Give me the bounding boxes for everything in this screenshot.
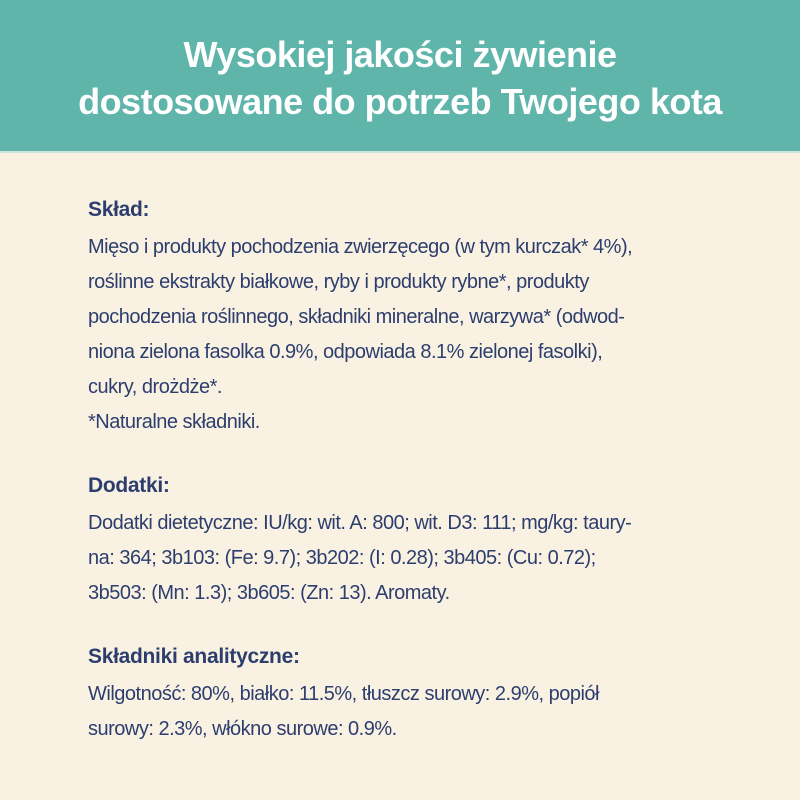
section-text-line: roślinne ekstrakty białkowe, ryby i produkty rybne*, produkty bbox=[88, 271, 589, 293]
page-title-line-2: dostosowane do potrzeb Twojego kota bbox=[78, 80, 722, 122]
section-text-line: *Naturalne składniki. bbox=[88, 411, 260, 433]
section-text-line: 3b503: (Mn: 1.3); 3b605: (Zn: 13). Aromaty. bbox=[88, 582, 450, 604]
section-heading: Dodatki: bbox=[88, 474, 170, 497]
page-title-line-1: Wysokiej jakości żywienie bbox=[183, 33, 617, 75]
sections bbox=[88, 197, 760, 747]
header-banner bbox=[0, 0, 800, 153]
section-text-line: na: 364; 3b103: (Fe: 9.7); 3b202: (I: 0.28); 3b405: (Cu: 0.72); bbox=[88, 547, 596, 569]
section-text-line: cukry, drożdże*. bbox=[88, 376, 222, 398]
section bbox=[88, 644, 760, 747]
section-text-line: pochodzenia roślinnego, składniki mineralne, warzywa* (odwod- bbox=[88, 306, 625, 328]
section-text-line: Dodatki dietetyczne: IU/kg: wit. A: 800; wit. D3: 111; mg/kg: taury- bbox=[88, 512, 632, 534]
section bbox=[88, 473, 760, 611]
section-heading: Składniki analityczne: bbox=[88, 645, 300, 668]
section-text-line: Mięso i produkty pochodzenia zwierzęcego (w tym kurczak* 4%), bbox=[88, 236, 633, 258]
section bbox=[88, 197, 760, 440]
section-text-line: niona zielona fasolka 0.9%, odpowiada 8.1% zielonej fasolki), bbox=[88, 341, 603, 363]
ingredients-panel bbox=[0, 153, 800, 800]
section-heading: Skład: bbox=[88, 198, 150, 221]
section-text-line: surowy: 2.3%, włókno surowe: 0.9%. bbox=[88, 718, 397, 740]
section-text-line: Wilgotność: 80%, białko: 11.5%, tłuszcz surowy: 2.9%, popiół bbox=[88, 683, 599, 705]
